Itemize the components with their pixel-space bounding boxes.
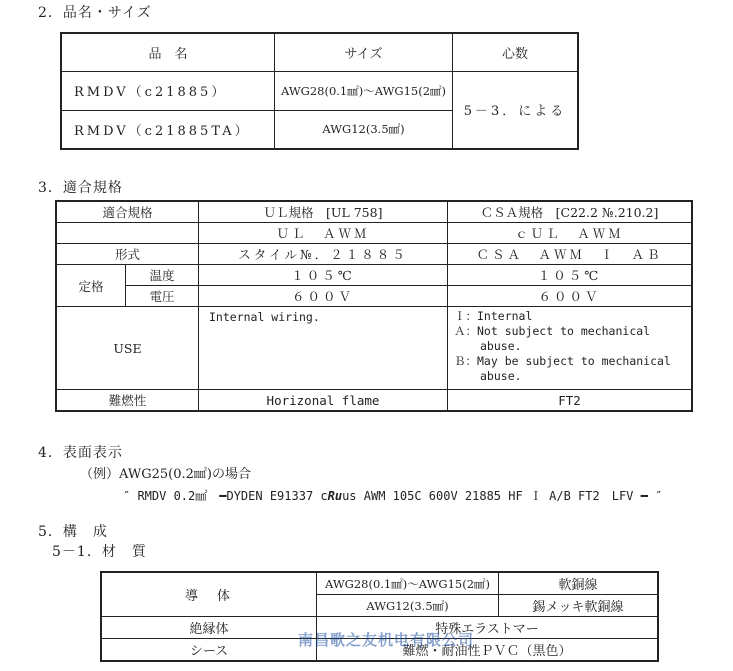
style-label: 形式 [56, 244, 199, 265]
use-label: USE [56, 307, 199, 390]
conductor-material: 軟銅線 [499, 572, 659, 595]
ul-style: スタイル№．２１８８５ [199, 244, 448, 265]
use-code-i: Ｉ：Internal [454, 309, 533, 323]
conductor-size: AWG12(3.5㎟) [317, 595, 499, 617]
ul-flame: Horizonal flame [199, 390, 448, 412]
csa-use [448, 307, 693, 390]
product-size-table [60, 32, 579, 150]
ul-logo: Ru [327, 489, 343, 503]
ul-awm: ＵＬ ＡＷＭ [199, 223, 448, 244]
sheath-value: 難燃・耐油性ＰＶＣ（黒色） [317, 639, 659, 662]
ul-temperature: １０５℃ [199, 265, 448, 286]
standard-label: 適合規格 [56, 201, 199, 223]
sheath-label: シース [101, 639, 317, 662]
marking-text-start: ″ RMDV 0.2㎟ ━DYDEN E91337 c [123, 489, 328, 503]
header-product-name: 品 名 [61, 33, 275, 71]
voltage-label: 電圧 [126, 286, 199, 307]
cores-cell: 5－3．による [453, 71, 579, 149]
conductor-label: 導 体 [101, 572, 317, 617]
section4-heading: 4．表面表示 [38, 445, 123, 461]
csa-flame: FT2 [448, 390, 693, 412]
ul-use [199, 307, 448, 390]
product-name-cell: RMDV（c21885TA） [61, 110, 275, 149]
use-code-b-cont: abuse. [480, 369, 522, 383]
csa-temperature: １０５℃ [448, 265, 693, 286]
marking-example-title: （例）AWG25(0.2㎟)の場合 [80, 467, 251, 482]
section5-1-heading: 5－1．材 質 [52, 544, 147, 560]
header-size: サイズ [275, 33, 453, 71]
insulation-label: 絶縁体 [101, 617, 317, 639]
csa-style: ＣＳＡ ＡＷＭ Ｉ ＡＢ [448, 244, 693, 265]
size-cell: AWG28(0.1㎟)～AWG15(2㎟) [275, 71, 453, 110]
standards-table [55, 200, 693, 412]
insulation-value: 特殊エラストマー [317, 617, 659, 639]
use-code-a: Ａ：Not subject to mechanical [454, 324, 651, 338]
use-code-b: Ｂ：May be subject to mechanical [454, 354, 671, 368]
ul-standard: ＵＬ規格 [UL 758] [199, 201, 448, 223]
section2-heading: 2．品名・サイズ [38, 5, 152, 21]
temperature-label: 温度 [126, 265, 199, 286]
surface-marking [123, 487, 662, 504]
conductor-material: 錫メッキ軟銅線 [499, 595, 659, 617]
rating-label: 定格 [56, 265, 126, 307]
csa-awm: ｃＵＬ ＡＷＭ [448, 223, 693, 244]
conductor-size: AWG28(0.1㎟)～AWG15(2㎟) [317, 572, 499, 595]
company-watermark: 南昌歌之友机电有限公司 [298, 631, 475, 649]
section3-heading: 3．適合規格 [38, 180, 123, 196]
csa-standard: ＣＳＡ規格 [C22.2 №.210.2] [448, 201, 693, 223]
marking-text-end: us AWM 105C 600V 21885 HF Ｉ A/B FT2 LFV ━ ″ [342, 489, 663, 503]
use-code-a-cont: abuse. [480, 339, 522, 353]
header-cores: 心数 [453, 33, 579, 71]
flame-label: 難燃性 [56, 390, 199, 412]
csa-voltage: ６００Ｖ [448, 286, 693, 307]
ul-voltage: ６００Ｖ [199, 286, 448, 307]
section5-heading: 5．構 成 [38, 524, 108, 540]
size-cell: AWG12(3.5㎟) [275, 110, 453, 149]
blank-cell [56, 223, 199, 244]
ul-use-text: Internal wiring. [209, 310, 320, 324]
product-name-cell: RMDV（c21885） [61, 71, 275, 110]
